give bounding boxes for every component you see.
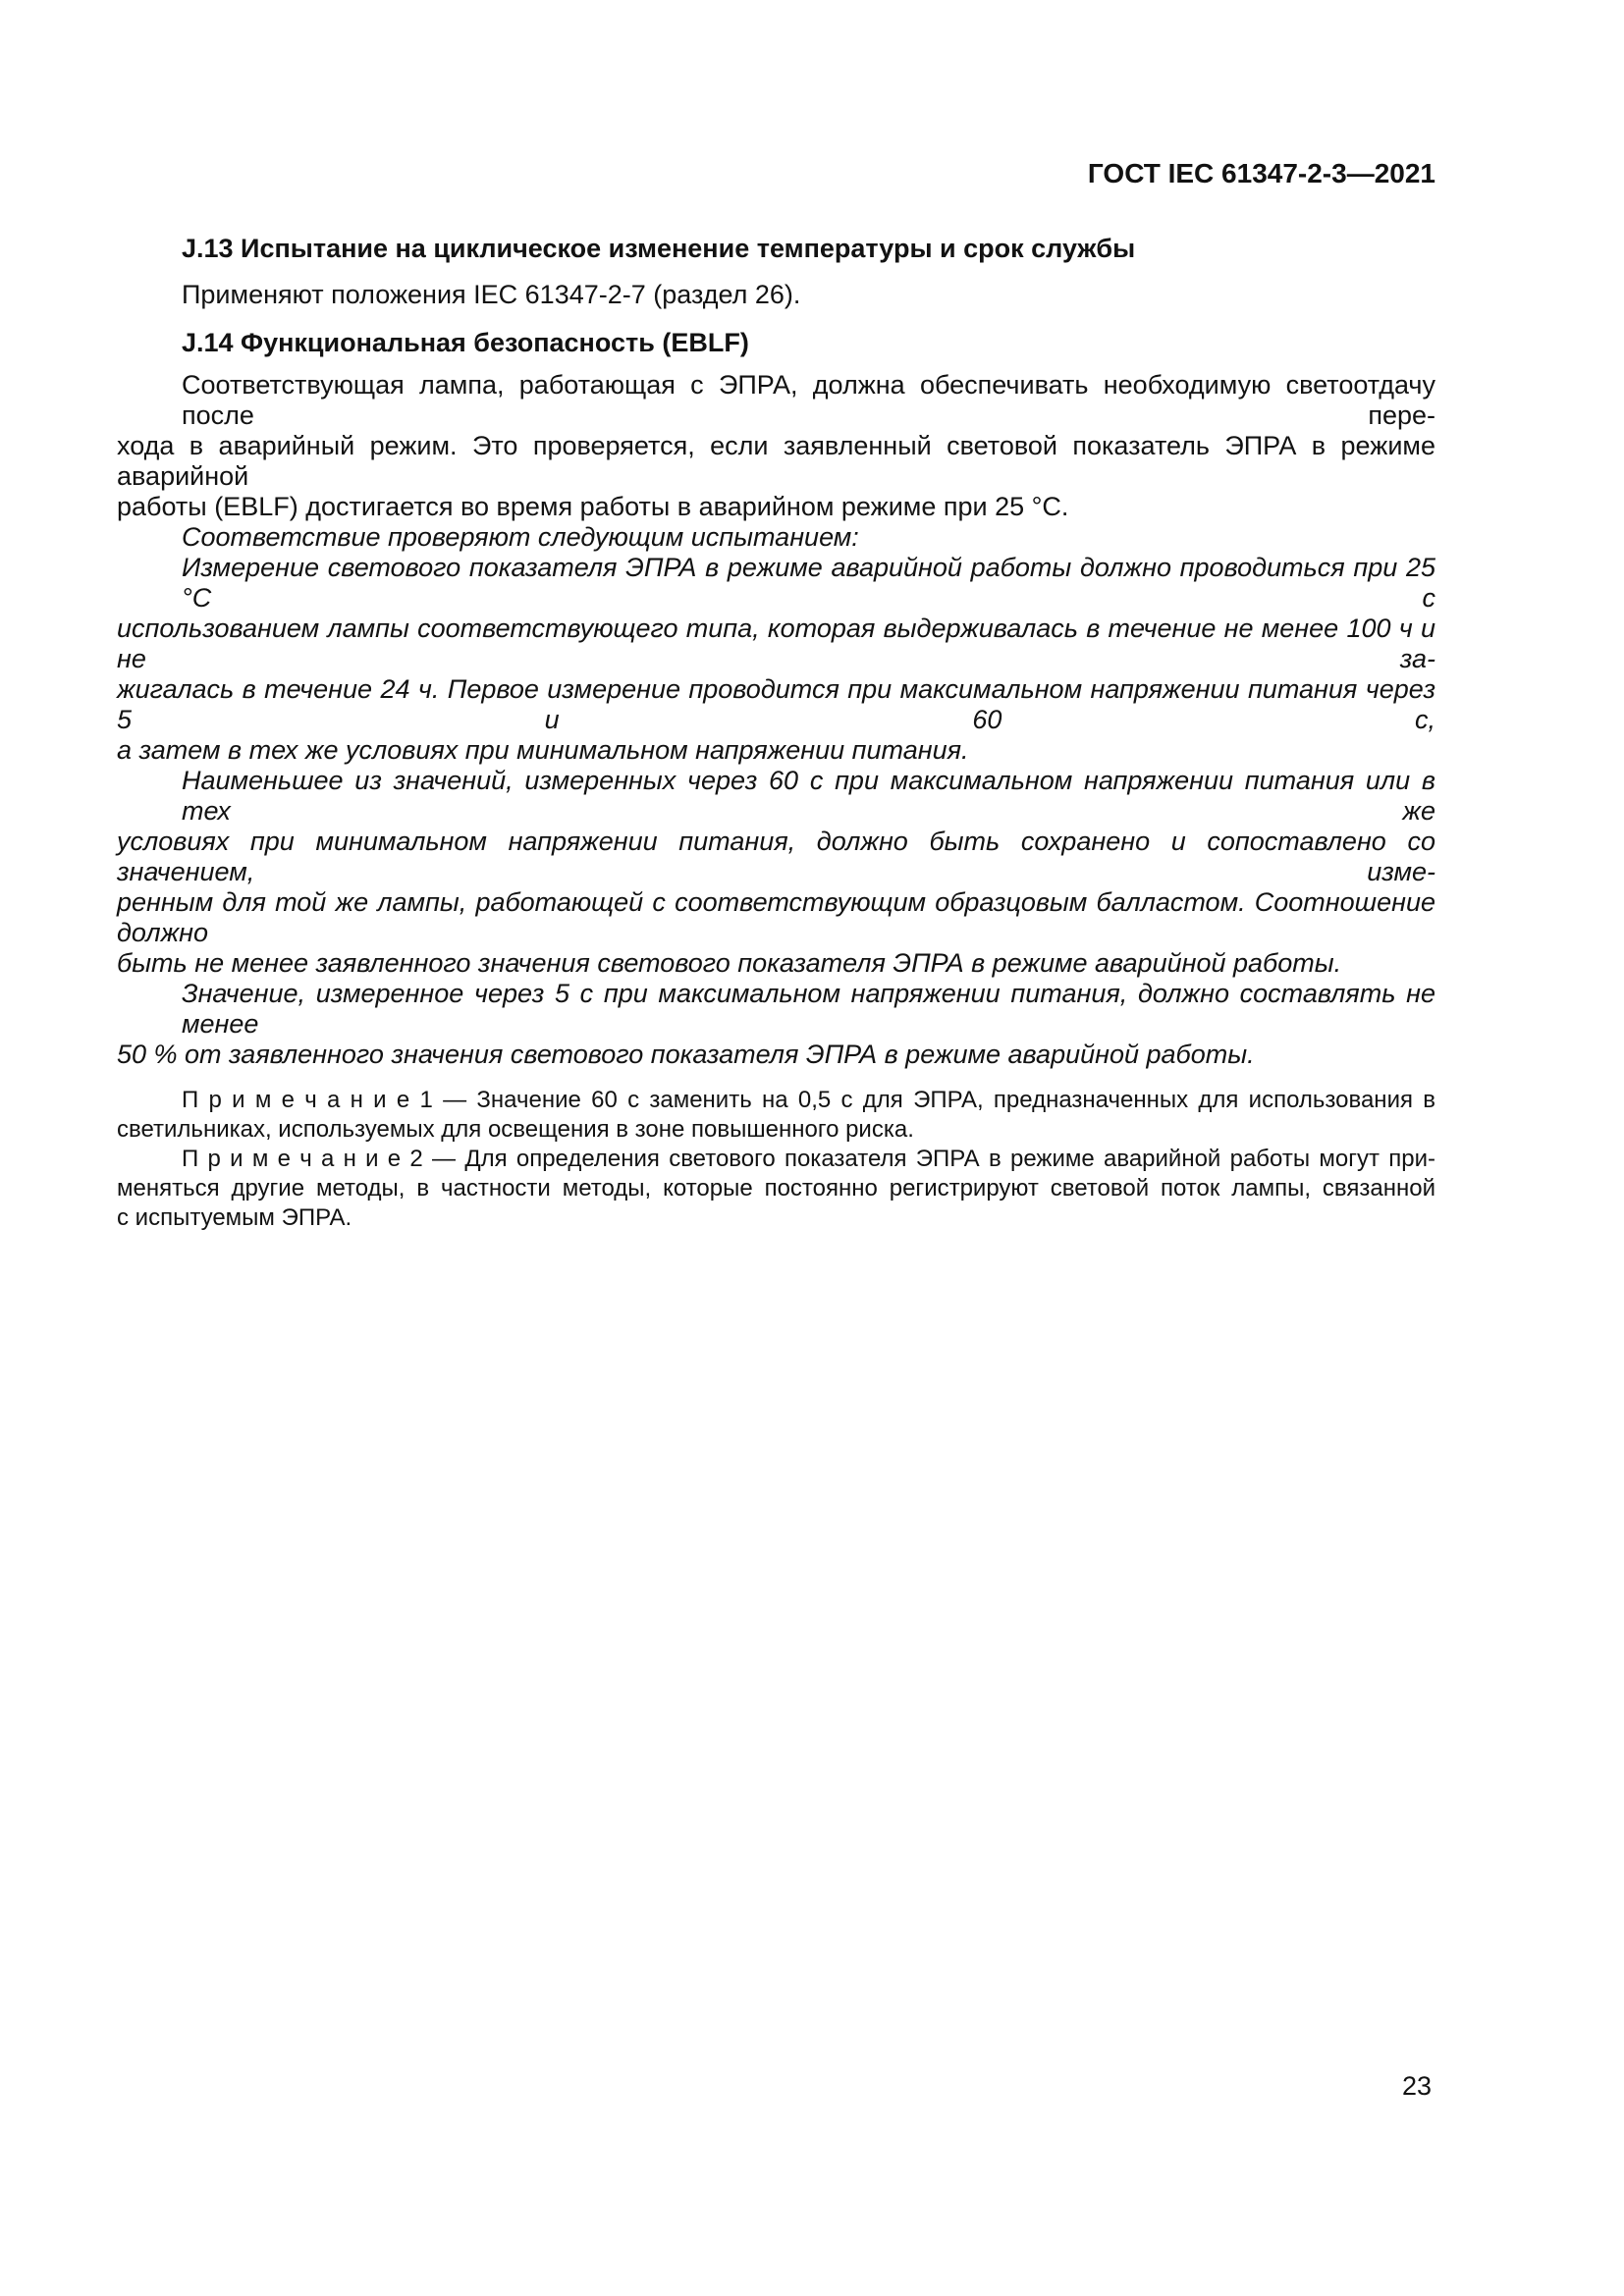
paragraph-line: жигалась в течение 24 ч. Первое измерение проводится при максимальном напряжении питания через 5 и 60 с, <box>117 674 1435 734</box>
note-line: с испытуемым ЭПРА. <box>117 1204 352 1231</box>
document-code-header: ГОСТ IEC 61347-2-3—2021 <box>1087 158 1435 188</box>
page-content <box>117 0 1435 1233</box>
page-number: 23 <box>1401 2071 1432 2101</box>
paragraph-line: ренным для той же лампы, работающей с соответствующим образцовым балластом. Соотношение должно <box>117 887 1435 947</box>
paragraph-line: работы (EBLF) достигается во время работы в аварийном режиме при 25 °C. <box>117 492 1069 521</box>
section-j14-body <box>117 370 1435 1070</box>
paragraph-line: Соответствующая лампа, работающая с ЭПРА, должна обеспечивать необходимую светоотдачу после пере- <box>182 370 1435 430</box>
paragraph-line: быть не менее заявленного значения светового показателя ЭПРА в режиме аварийной работы. <box>117 948 1342 978</box>
paragraph-line: а затем в тех же условиях при минимальном напряжении питания. <box>117 735 969 765</box>
note-line: светильниках, используемых для освещения в зоне повышенного риска. <box>117 1116 914 1143</box>
paragraph-line: Соответствие проверяют следующим испытанием: <box>182 522 859 552</box>
paragraph-line: Значение, измеренное через 5 с при максимальном напряжении питания, должно составлять не менее <box>182 979 1435 1039</box>
note-line: П р и м е ч а н и е 1 — Значение 60 с заменить на 0,5 с для ЭПРА, предназначенных для использования в <box>182 1087 1435 1113</box>
paragraph-line: Наименьшее из значений, измеренных через 60 с при максимальном напряжении питания или в тех же <box>182 766 1435 826</box>
section-heading-j13: J.13 Испытание на циклическое изменение температуры и срок службы <box>182 234 1136 263</box>
paragraph-line: условиях при минимальном напряжении питания, должно быть сохранено и сопоставлено со значением, изме- <box>117 827 1435 886</box>
paragraph-line: использованием лампы соответствующего типа, которая выдерживалась в течение не менее 100 ч и не за- <box>117 614 1435 673</box>
paragraph-line: Применяют положения IEC 61347-2-7 (раздел 26). <box>182 280 801 309</box>
section-heading-j14: J.14 Функциональная безопасность (EBLF) <box>182 328 749 357</box>
note-line: меняться другие методы, в частности методы, которые постоянно регистрируют световой поток лампы, связанной <box>117 1175 1435 1201</box>
paragraph-line: хода в аварийный режим. Это проверяется, если заявленный световой показатель ЭПРА в режиме аварийной <box>117 431 1435 491</box>
note-line: П р и м е ч а н и е 2 — Для определения светового показателя ЭПРА в режиме аварийной работы могут при- <box>182 1146 1435 1172</box>
paragraph-line: Измерение светового показателя ЭПРА в режиме аварийной работы должно проводиться при 25 °C с <box>182 553 1435 613</box>
paragraph-line: 50 % от заявленного значения светового показателя ЭПРА в режиме аварийной работы. <box>117 1040 1255 1069</box>
notes-block <box>117 1086 1435 1233</box>
